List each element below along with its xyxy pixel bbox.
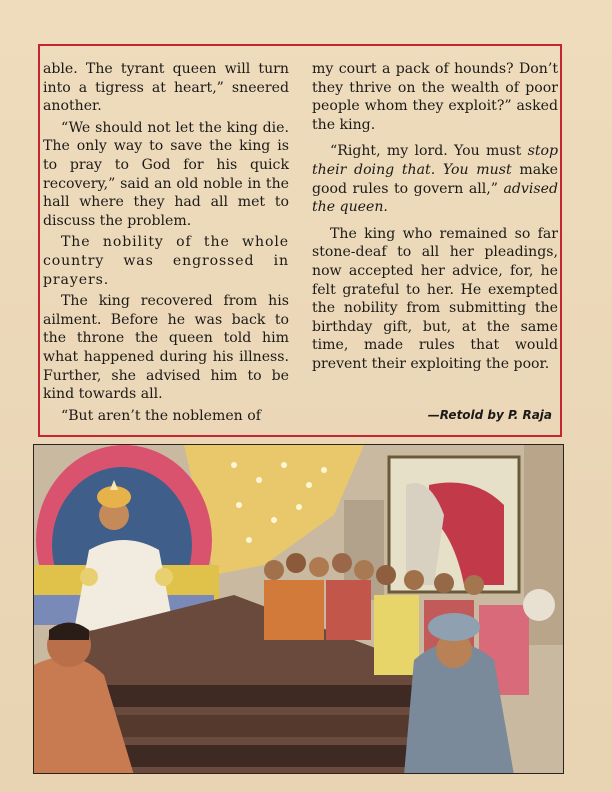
courtier-right-turban [428, 613, 480, 641]
right-text-column [312, 60, 558, 377]
right-paragraph-2-italic-a: stop their doing that. You must [312, 143, 558, 178]
left-paragraph-5: “But aren’t the noblemen of [61, 407, 261, 424]
right-paragraph-3: The king who remained so far stone-deaf to all her pleadings, now accepted her advice, for, he felt grateful to her. He exempted the nobility from submitting the birthday gift, but, at the same time, made rules that would prevent their exploiting the poor. [312, 225, 558, 372]
courtier-far-right-turban [523, 589, 555, 621]
author-credit: —Retold by P. Raja [427, 408, 552, 422]
right-paragraph-1: my court a pack of hounds? Don’t they thrive on the wealth of poor people whom they exploit?” asked the king. [312, 61, 558, 133]
right-paragraph-2-part-b: make good rules to govern all,” [312, 161, 558, 197]
left-paragraph-3: The nobility of the whole country was engrossed in prayers. [43, 234, 289, 288]
left-paragraph-1: able. The tyrant queen will turn into a tigress at heart,” sneered another. [43, 61, 289, 115]
left-paragraph-4: The king recovered from his ailment. Before he was back to the throne the queen told him what happened during his illness. Further, she advised him to be kind towards all. [43, 293, 289, 403]
right-paragraph-2-part-a: “Right, my lord. You must [330, 143, 528, 160]
right-paragraph-2 [312, 142, 558, 216]
left-text-column [43, 60, 289, 428]
story-text-frame [38, 44, 562, 437]
right-paragraph-2-italic-b: advised the queen. [312, 180, 558, 216]
left-paragraph-2: “We should not let the king die. The only way to save the king is to pray to God for his quick recovery,” said an old noble in the hall where they had all met to discuss the problem. [43, 119, 289, 229]
king-shield-left [80, 568, 98, 586]
court-scene-illustration [33, 444, 564, 774]
court-scene-drawing [34, 445, 564, 774]
king-shield-right [155, 568, 173, 586]
